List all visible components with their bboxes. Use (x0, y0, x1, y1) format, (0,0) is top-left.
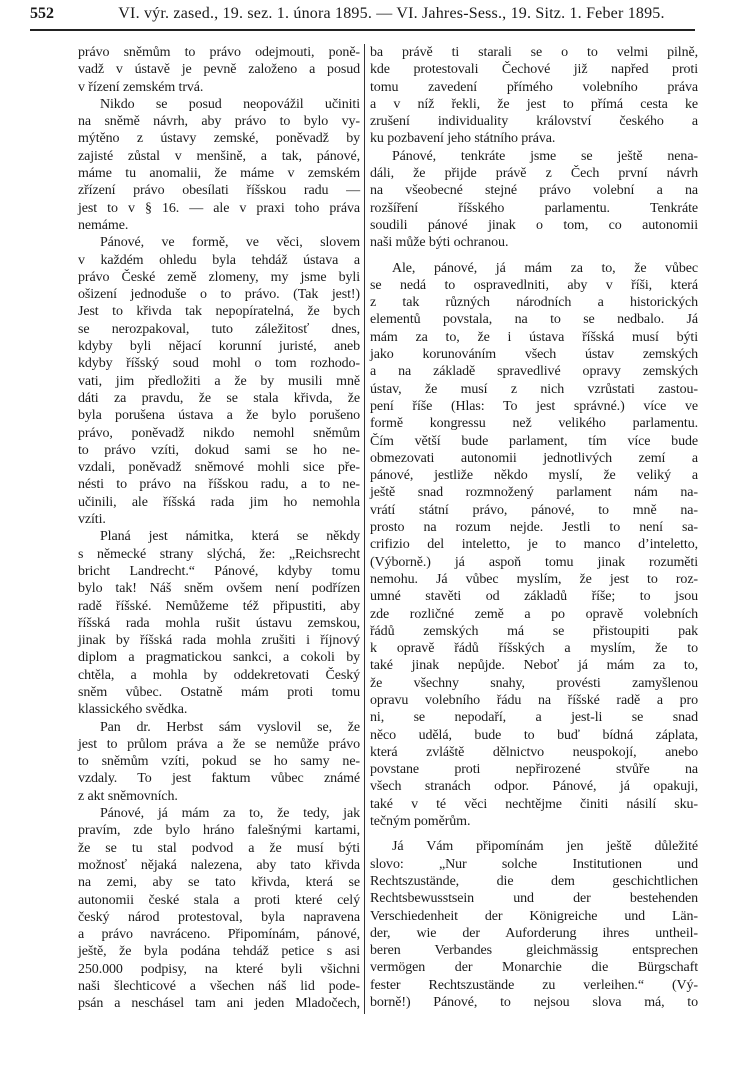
text-line: borně!) Pánové, to nejsou slova má, to (370, 995, 698, 1011)
text-line: pení říše (Hlas: To jest správné.) více ve (370, 398, 698, 414)
text-line: na sněmě návrh, aby právo to bylo vy- (78, 114, 360, 130)
text-line: povstane proti nepřirozené stvůře na (370, 762, 698, 778)
text-line: právo sněmům to právo odejmouti, poně- (78, 45, 360, 60)
text-line: se nerozpakoval, tuto záležitosť dnes, (78, 321, 360, 337)
text-line: opravu volebního řádu na říšské radě a pro (370, 692, 698, 708)
text-line: formě kongressu než velikého parlamentu. (370, 416, 698, 432)
paragraph (78, 234, 360, 528)
text-line: umné stavěti od základů říše; to jsou (370, 589, 698, 605)
text-line: ni, se nepodaří, a jest-li se snad (370, 710, 698, 726)
text-line: obmezovati autonomii jednotlivých zemí a (370, 450, 698, 466)
text-line: na všeobecné stejné právo volební a na (370, 183, 698, 199)
text-line: Čím větší bude parlament, tím více bude (370, 433, 698, 449)
text-line: Rechtszustände, die dem geschichtlichen (370, 873, 698, 889)
text-line: zřízení právo obesílati říšskou radu — (78, 183, 360, 199)
text-line: ještě snad rozmnožený parlament nám na- (370, 485, 698, 501)
text-line: a na základě spravedlivé opravy zemských (370, 364, 698, 380)
text-line: radě říšské. Nemůžeme též připustiti, aby (78, 598, 360, 614)
text-line: Pánové, já mám za to, že tedy, jak (100, 806, 360, 822)
text-line: která zvláště dělnictvo neuspokojí, anebo (370, 744, 698, 760)
text-line: kdyby říšský soud mohl o tom rozhodo- (78, 356, 360, 372)
text-line: také jinak nepůjde. Neboť já mám za to, (370, 658, 698, 674)
text-line: soudili pánové jinak o tom, co autonomii (370, 217, 698, 233)
text-line: jest to v § 16. — ale v praxi toho práva (78, 200, 360, 216)
text-line: bylo tak! Náš sněm ovšem není podřízen (78, 581, 360, 597)
text-line: a v níž řekli, že jest to přímá cesta ke (370, 96, 698, 112)
paragraph (78, 96, 360, 234)
text-line: zajisté zůstal v menšině, a tak, pánové, (78, 148, 360, 164)
text-line: ústav, že musí z nich vzrůstati zastou- (370, 381, 698, 397)
text-line: Pan dr. Herbst sám vyslovil se, že (100, 719, 360, 735)
right-column (370, 44, 698, 1011)
paragraph (370, 148, 698, 252)
text-line: vzíti. (78, 512, 106, 528)
text-line: jest to průlom práva a že se nemůže právo (78, 736, 360, 752)
text-line: máme tu anomalii, že máme v zemském (78, 166, 360, 182)
paragraph (78, 44, 360, 96)
text-line: vzdali, poněvadž sněmové mohli sice pře- (78, 460, 360, 476)
text-line: že se tu stal podvod a že musí býti (78, 840, 360, 856)
text-line: autonomii české stala a proti které celý (78, 892, 360, 908)
text-line: pánové, jestliže někdo myslí, že veliký a (370, 468, 698, 484)
text-line: vrátí státní právo, pánové, to mně na- (370, 502, 698, 518)
text-line: s německé strany slýchá, že: „Reichsrecht (78, 546, 360, 562)
text-line: pravím, zde bylo hráno falešnými kartami, (78, 823, 360, 839)
text-line: jinak by říšská rada mohla zrušiti i říjnový (78, 633, 360, 649)
text-line: Jest to křivda tak nepopíratelná, že bych (78, 304, 360, 320)
text-line: ošizení jednoduše o to právo. (Tak jest!) (78, 287, 360, 303)
text-line: psán a neschásel tam ani jeden Mladočech, (78, 996, 360, 1012)
text-line: Pánové, tenkráte jsme se ještě nena- (392, 148, 698, 164)
text-line: (Výborně.) já aspoň tomu jinak rozuměti (370, 554, 698, 570)
text-line: to právo vzíti, dokud sami se ho ne- (78, 442, 360, 458)
text-line: český národ protestoval, byla napravena (78, 909, 360, 925)
paragraph (370, 838, 698, 1011)
page-number: 552 (30, 5, 54, 22)
paragraph (370, 44, 698, 148)
text-line: elementů povstala, na to se nedbalo. Já (370, 312, 698, 328)
paragraph (370, 260, 698, 831)
text-line: bricht Landrecht.“ Pánové, kdyby tomu (78, 563, 360, 579)
text-line: k opravě řádů říšských a myslím, že to (370, 641, 698, 657)
text-line: řádů zemských má se přistoupiti pak (370, 623, 698, 639)
text-line: nésti to právo na říšskou radu, a to ne- (78, 477, 360, 493)
text-line: prosto na rozum nejde. Jestli to není sa- (370, 520, 698, 536)
text-line: všech stranách odpor. Pánové, já opakuji, (370, 779, 698, 795)
text-line: Pánové, ve formě, ve věci, slovem (100, 235, 360, 251)
text-line: dáli, že přijde právě z Čech první návrh (370, 166, 698, 182)
text-line: možnosť nějaká nalezena, aby tato křivda (78, 857, 360, 873)
text-line: Ale, pánové, já mám za to, že vůbec (392, 260, 698, 276)
text-line: nemáme. (78, 217, 129, 233)
text-line: v řízení zemském trvá. (78, 79, 204, 95)
text-line: vzdaly. To jest faktum vůbec známé (78, 771, 360, 787)
text-line: také v té věci nechtějme činiti násilí sku- (370, 796, 698, 812)
text-line: v každém ohledu byla tehdáž ústava a (78, 252, 360, 268)
text-line: chtěla, a mohla by oddekretovati Český (78, 667, 360, 683)
text-line: vermögen der Monarchie die Bürgschaft (370, 960, 698, 976)
text-line: že všechny snahy, provésti zamyšlenou (370, 675, 698, 691)
text-line: Rechtsbewusstsein und der bestehenden (370, 891, 698, 907)
paragraph (78, 528, 360, 718)
text-line: rozšíření říšského parlamentu. Tenkráte (370, 200, 698, 216)
text-line: klassického svědka. (78, 702, 188, 718)
text-line: učinili, ale říšská rada jim ho nemohla (78, 494, 360, 510)
text-line: naši může býti ochranou. (370, 235, 509, 251)
text-line: Já Vám připomínám jen ještě důležité (392, 839, 698, 855)
text-line: ještě, že byla podána tehdáž petice s asi (78, 944, 360, 960)
text-line: sněm vůbec. Ostatně mám proti tomu (78, 684, 360, 700)
text-line: se nedá to ospravedlniti, aby v říši, která (370, 277, 698, 293)
text-line: tomu zavedení přímého volebního práva (370, 79, 698, 95)
text-line: dáti za pravdu, že se stala křivda, že (78, 390, 360, 406)
text-line: fester Rechtszustände zu verleihen.“ (Vý- (370, 977, 698, 993)
text-line: vati, jim předložiti a že by musili mně (78, 373, 360, 389)
text-line: Planá jest námitka, která se někdy (100, 529, 360, 545)
text-line: vadž v ústavě je pevně založeno a posud (78, 62, 360, 78)
text-line: Verschiedenheit der Königreiche und Län- (370, 908, 698, 924)
text-line: a právo navráceno. Připomínám, pánové, (78, 927, 360, 943)
paragraph (78, 719, 360, 805)
text-line: slovo: „Nur solche Institutionen und (370, 856, 698, 872)
text-line: zrušení individuality království českého a (370, 114, 698, 130)
text-line: říšská rada mohla rušit ústavu zemskou, (78, 615, 360, 631)
text-line: naši šlechticové a všechen náš lid pode- (78, 979, 360, 995)
text-line: diplom a pragmatickou sankci, a cokoli by (78, 650, 360, 666)
text-line: právo, poněvadž nikdo nemohl sněmům (78, 425, 360, 441)
text-line: mám za to, že i ústava říšská musí býti (370, 329, 698, 345)
text-line: kdyby byli nějací korunní juristé, aneb (78, 339, 360, 355)
text-line: zde rozličné země a po opravě volebních (370, 606, 698, 622)
text-line: der, wie der Auforderung ihres untheil- (370, 925, 698, 941)
text-line: kde protestovali Čechové již napřed proti (370, 62, 698, 78)
running-title: VI. výr. zased., 19. sez. 1. února 1895. — VI. Jahres-Sess., 19. Sitz. 1. Feber 1895. (118, 5, 665, 22)
text-line: z tak různých národních a historických (370, 295, 698, 311)
text-line: právo České země zlomeny, my jsme byli (78, 269, 360, 285)
text-line: z akt sněmovních. (78, 788, 178, 804)
text-line: nemohu. Já vůbec myslím, že jest to roz- (370, 571, 698, 587)
text-line: crifizio del inteletto, je to manco d’inteletto, (370, 537, 698, 553)
text-line: mýtěno z ústavy zemské, poněvadž by (78, 131, 360, 147)
text-line: Nikdo se posud neopovážil učiniti (100, 96, 360, 112)
left-column (78, 44, 360, 1013)
text-line: ku pozbavení jeho státního práva. (370, 131, 556, 147)
header-rule (30, 29, 695, 31)
text-line: byla porušena ústava a že bylo porušeno (78, 408, 360, 424)
text-line: na zemi, aby se tato křivda, která se (78, 875, 360, 891)
text-line: to sněmům vzíti, pokud se ho samy ne- (78, 754, 360, 770)
page-header (30, 5, 695, 27)
text-line: jako korunováním všech ústav zemských (370, 347, 698, 363)
text-line: 250.000 podpisy, na které byli všichni (78, 961, 360, 977)
text-line: ba právě ti starali se o to velmi pilně, (370, 45, 698, 60)
text-line: tečným poměrům. (370, 814, 471, 830)
column-divider (364, 44, 365, 1014)
text-line: něco udělá, bude to buď bídná záplata, (370, 727, 698, 743)
paragraph (78, 805, 360, 1013)
text-line: beren Verbandes gleichmässig entsprechen (370, 943, 698, 959)
